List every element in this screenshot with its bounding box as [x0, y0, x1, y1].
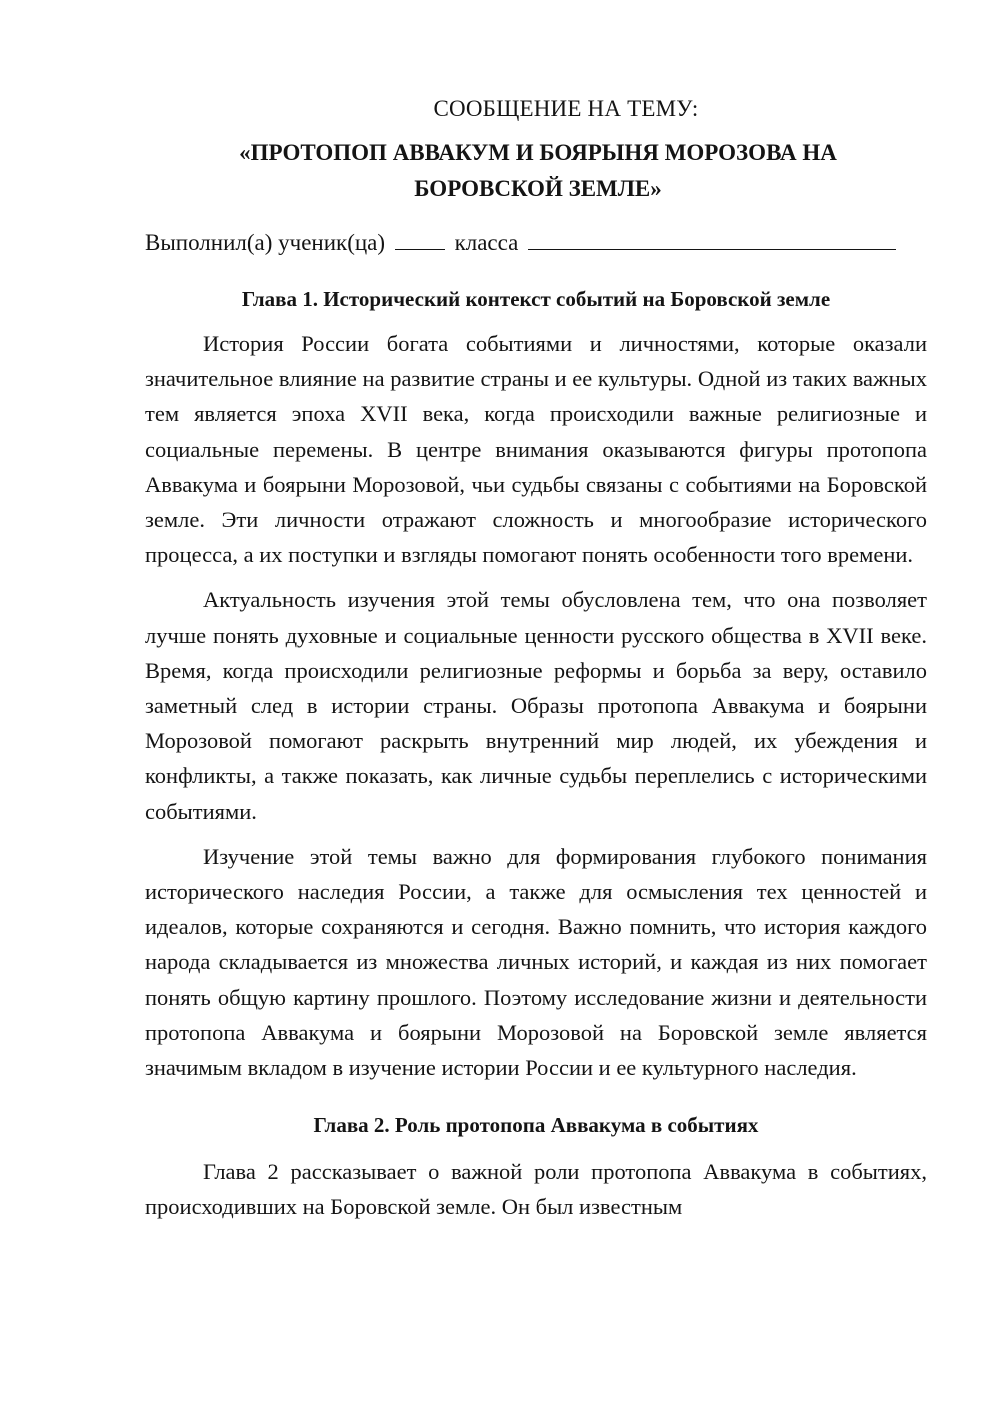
chapter-2-paragraph-1: Глава 2 рассказывает о важной роли протопопа Аввакума в событиях, происходивших на Боровской земле. Он был известным [145, 1159, 927, 1220]
student-line [145, 226, 927, 260]
chapter-2-heading: Глава 2. Роль протопопа Аввакума в событиях [313, 1113, 759, 1138]
chapter-1-paragraph-1: История России богата событиями и личностями, которые оказали значительное влияние на развитие страны и ее культуры. Одной из таких важных тем является эпоха XVII века, когда происходили важные религиозные и социальные перемены. В центре внимания оказываются фигуры протопопа Аввакума и боярыни Морозовой, чьи судьбы связаны с событиями на Боровской земле. Эти личности отражают сложность и многообразие исторического процесса, а их поступки и взгляды помогают понять особенности того времени. [145, 331, 927, 568]
document-body [145, 92, 927, 1235]
chapter-1-heading: Глава 1. Исторический контекст событий на Боровской земле [241, 287, 831, 311]
chapter-1-paragraph-2: Актуальность изучения этой темы обусловлена тем, что она позволяет лучше понять духовные и социальные ценности русского общества в XVII веке. Время, когда происходили религиозные реформы и борьба за веру, оставило заметный след в истории страны. Образы протопопа Аввакума и боярыни Морозовой помогают раскрыть внутренний мир людей, их убеждения и конфликты, а также показать, как личные судьбы переплелись с историческими событиями. [145, 587, 927, 824]
chapter-1-paragraph-3: Изучение этой темы важно для формирования глубокого понимания исторического наследия России, а также для осмысления тех ценностей и идеалов, которые сохраняются и сегодня. Важно помнить, что история каждого народа складывается из множества личных историй, и каждая из них помогает понять общую картину прошлого. Поэтому исследование жизни и деятельности протопопа Аввакума и боярыни Морозовой на Боровской земле является значимым вкладом в изучение истории России и ее культурного наследия. [145, 843, 927, 1081]
document-title: «ПРОТОПОП АВВАКУМ И БОЯРЫНЯ МОРОЗОВА НА БОРОВСКОЙ ЗЕМЛЕ» [239, 140, 837, 201]
document-header: СООБЩЕНИЕ НА ТЕМУ: [433, 96, 699, 121]
class-blank [395, 227, 445, 250]
name-blank [528, 227, 896, 250]
class-label: класса [454, 230, 519, 255]
performed-by-label: Выполнил(а) ученик(ца) [145, 230, 386, 255]
